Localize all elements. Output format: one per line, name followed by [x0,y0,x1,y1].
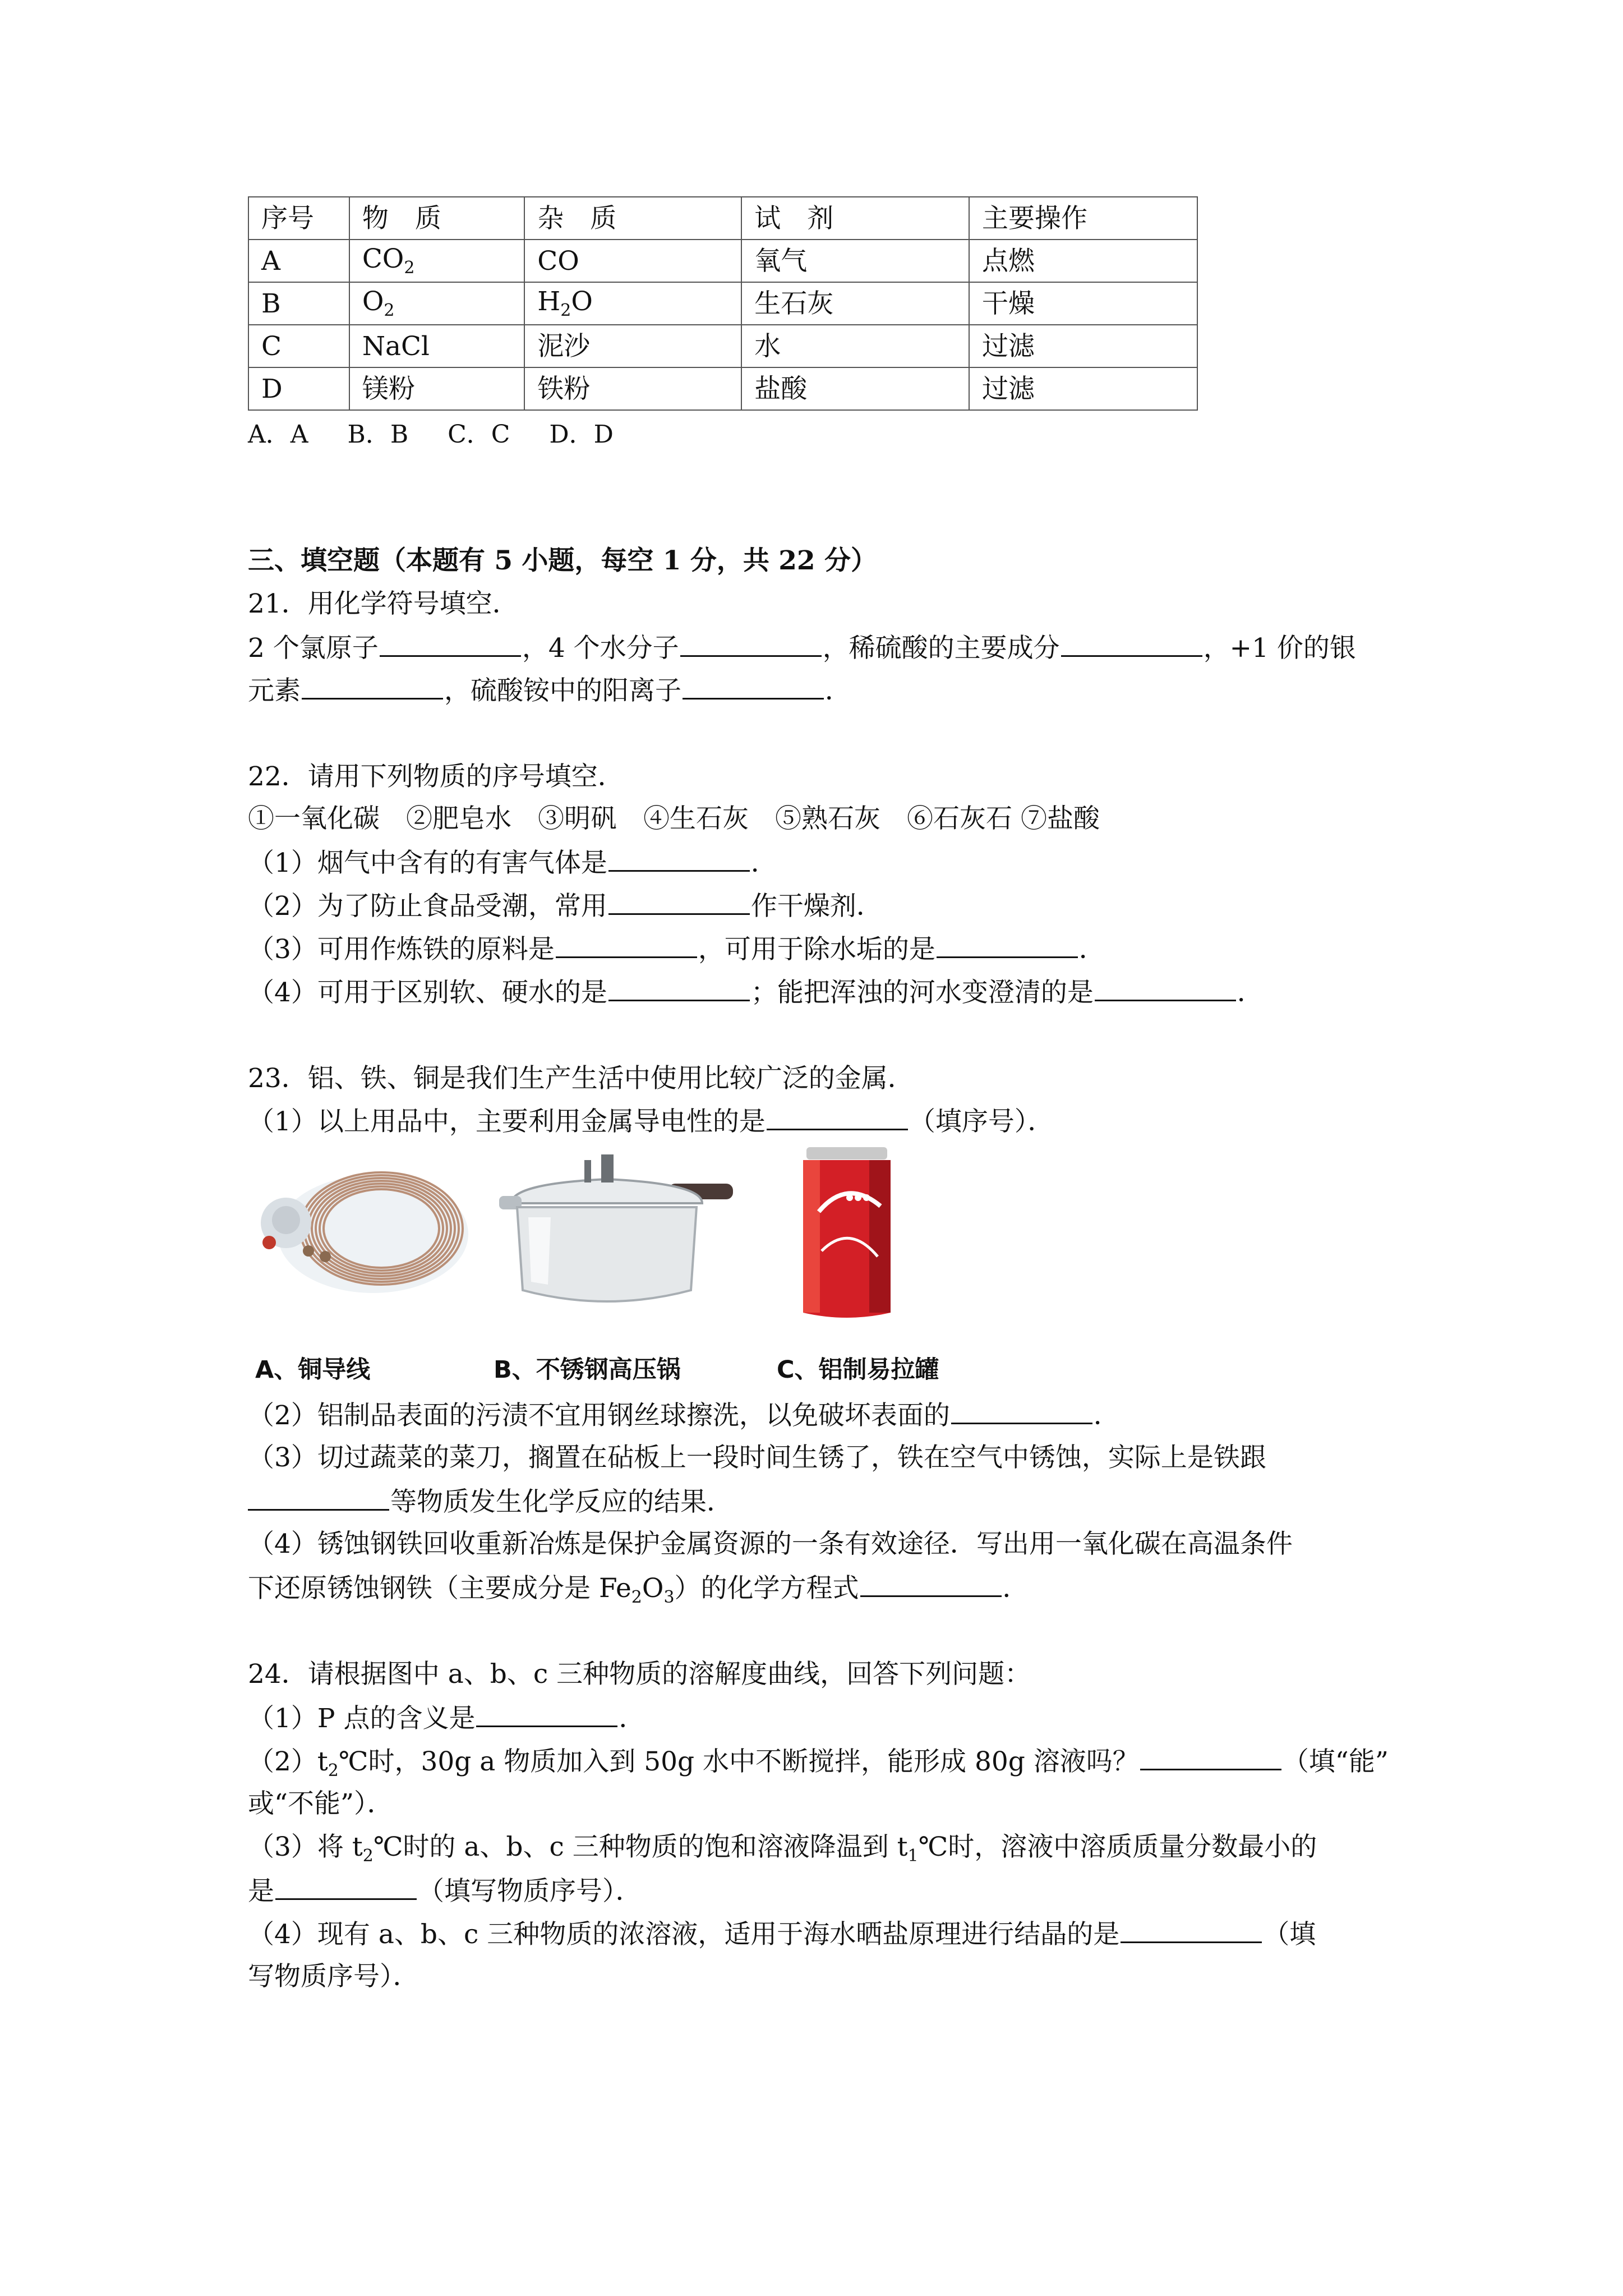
table-row [248,367,1197,410]
table-cell: 盐酸 [741,367,969,410]
answer-blank[interactable] [680,631,822,657]
table-row [248,240,1197,282]
answer-blank[interactable] [860,1571,1002,1597]
q22-sub3: （3）可用作炼铁的原料是 ，可用于除水垢的是 ． [248,932,1105,967]
q23-sub3-line2: 等物质发生化学反应的结果． [248,1484,733,1519]
q22-options: ①一氧化碳 ②肥皂水 ③明矾 ④生石灰 ⑤熟石灰 ⑥石灰石 ⑦盐酸 [248,803,1100,834]
answer-blank[interactable] [608,889,750,915]
figure-caption-a: A、铜导线 [255,1356,371,1384]
table-cell: $CO_2$ [349,240,524,282]
answer-blank[interactable] [608,845,750,872]
table-cell: 镁粉 [349,367,524,410]
answer-blank[interactable] [248,1484,389,1511]
answer-blank[interactable] [937,932,1078,958]
pressure-cooker-image [489,1144,736,1315]
answer-blank[interactable] [1095,975,1236,1001]
table-cell: $H_2O$ [524,282,741,325]
q23-sub3-line1: （3）切过蔬菜的菜刀，搁置在砧板上一段时间生锈了，铁在空气中锈蚀，实际上是铁跟 [248,1442,1266,1473]
table-cell: 泥沙 [524,325,741,367]
answer-blank[interactable] [1140,1744,1281,1770]
q24-sub3-line1: （3）将 $t_2℃$时的 a、b、c 三种物质的饱和溶液降温到 $t_1℃$时，溶液中溶质质量分数最小的 [248,1832,1317,1866]
choice-a: A．A [248,420,308,449]
table-cell: C [248,325,349,367]
choice-b: B．B [347,420,409,449]
q21-stem: 21．用化学符号填空． [248,588,519,619]
answer-blank[interactable] [608,975,750,1001]
answer-blank[interactable] [556,932,697,958]
table-header: 序号 [248,197,349,240]
table-row [248,325,1197,367]
answer-blank[interactable] [302,673,443,700]
table-cell: D [248,367,349,410]
table-header: 杂 质 [524,197,741,240]
table-cell: 过滤 [969,325,1197,367]
q21-line2: 元素 ，硫酸铵中的阳离子 ． [248,673,851,708]
table-cell: 生石灰 [741,282,969,325]
table-cell: 水 [741,325,969,367]
answer-blank[interactable] [1061,631,1202,657]
q21-line1: 2 个氯原子 ，4 个水分子 ，稀硫酸的主要成分 ，+1 价的银 [248,631,1356,665]
q22-sub2: （2）为了防止食品受潮，常用 作干燥剂． [248,889,883,923]
purification-table [248,196,1198,411]
table-cell: A [248,240,349,282]
table-header: 主要操作 [969,197,1197,240]
q24-sub1: （1）P 点的含义是 ． [248,1701,645,1736]
table-cell: CO [524,240,741,282]
figure-caption-c: C、铝制易拉罐 [777,1356,939,1384]
table-cell: NaCl [349,325,524,367]
q23-stem: 23．铝、铁、铜是我们生产生活中使用比较广泛的金属． [248,1063,914,1094]
aluminum-can-image [796,1144,897,1326]
table-header: 试 剂 [741,197,969,240]
table-cell: $O_2$ [349,282,524,325]
q24-stem: 24．请根据图中 a、b、c 三种物质的溶解度曲线，回答下列问题： [248,1659,1031,1690]
table-cell: 铁粉 [524,367,741,410]
table-header-row [248,197,1197,240]
q23-sub1: （1）以上用品中，主要利用金属导电性的是 （填序号）． [248,1104,1054,1139]
q24-sub4-line1: （4）现有 a、b、c 三种物质的浓溶液，适用于海水晒盐原理进行结晶的是 （填 [248,1917,1316,1952]
q24-sub3-line2: 是 （填写物质序号）． [248,1874,642,1908]
answer-blank[interactable] [380,631,521,657]
answer-blank[interactable] [767,1104,908,1130]
choice-d: D．D [549,420,614,449]
q23-sub4-line1: （4）锈蚀钢铁回收重新冶炼是保护金属资源的一条有效途径．写出用一氧化碳在高温条件 [248,1529,1293,1559]
q23-sub2: （2）铝制品表面的污渍不宜用钢丝球擦洗，以免破坏表面的 ． [248,1398,1120,1433]
q24-sub2-line2: 或“不能”）． [248,1788,394,1819]
choice-c: C．C [448,420,510,449]
answer-blank[interactable] [275,1874,417,1900]
copper-wire-image [247,1144,471,1315]
q24-sub2-line1: $(2)t_2℃$时，30g a 物质加入到 50g 水中不断搅拌，能形成 80g 溶液吗？ （填“能” [248,1744,1389,1788]
answer-blank[interactable] [476,1701,617,1727]
q22-stem: 22．请用下列物质的序号填空． [248,761,624,792]
q22-sub1: （1）烟气中含有的有害气体是 ． [248,845,777,880]
table-cell: 干燥 [969,282,1197,325]
answer-blank[interactable] [1121,1917,1262,1943]
table-row [248,282,1197,325]
section-title: 三、填空题（本题有 5 小题，每空 1 分，共 22 分） [248,545,877,576]
q23-sub4-line2: 下还原锈蚀钢铁（主要成分是 $Fe_2O_3$）的化学方程式 ． [248,1571,1029,1614]
table-header: 物 质 [349,197,524,240]
answer-choices [248,418,614,452]
q24-sub4-line2: 写物质序号）． [248,1961,419,1992]
table-cell: 过滤 [969,367,1197,410]
answer-blank[interactable] [683,673,824,700]
figure-caption-b: B、不锈钢高压锅 [494,1356,681,1384]
q22-sub4: （4）可用于区别软、硬水的是 ；能把浑浊的河水变澄清的是 ． [248,975,1264,1010]
table-cell: 氧气 [741,240,969,282]
table-cell: 点燃 [969,240,1197,282]
table-cell: B [248,282,349,325]
answer-blank[interactable] [951,1398,1092,1424]
